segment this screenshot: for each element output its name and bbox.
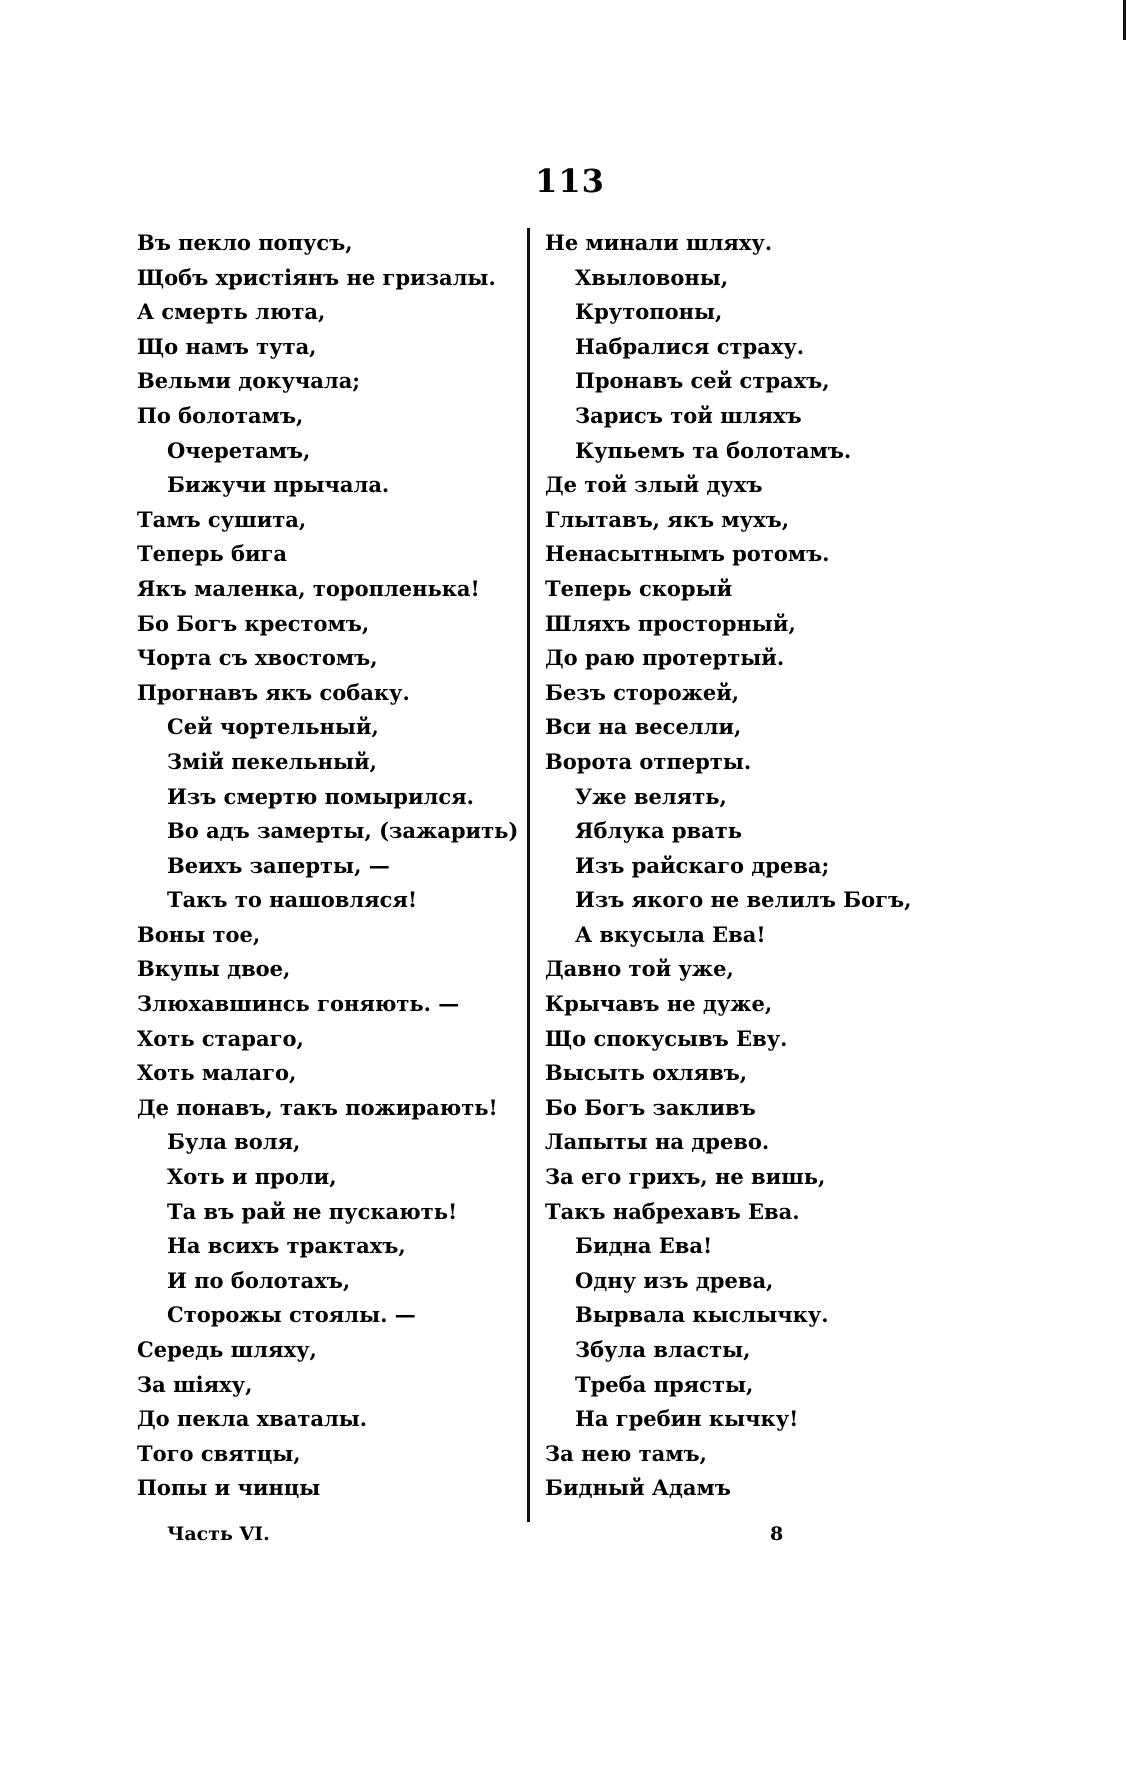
verse-line: Въ пекло попусъ, (137, 230, 353, 255)
verse-line: Ненасытнымъ ротомъ. (545, 541, 830, 567)
verse-line: Изъ смертю помырился. (167, 783, 474, 809)
verse-line: Изъ райскаго древа; (575, 852, 830, 878)
verse-line: Бижучи прычала. (167, 472, 390, 498)
verse-line: Одну изъ древа, (575, 1267, 774, 1293)
verse-line: Бидна Ева! (575, 1233, 713, 1259)
verse-line: Очеретамъ, (167, 437, 311, 463)
verse-line: Бидный Адамъ (545, 1475, 731, 1501)
verse-line: Що спокусывъ Еву. (545, 1025, 788, 1051)
verse-line: Купьемъ та болотамъ. (575, 437, 852, 463)
verse-line: За нею тамъ, (545, 1440, 707, 1466)
verse-line: До раю протертый. (545, 645, 785, 671)
verse-line: Вельми докучала; (137, 368, 361, 394)
verse-line: Вырвала кыслычку. (575, 1302, 829, 1328)
verse-line: Де той злый духъ (545, 472, 763, 498)
verse-line: Була воля, (167, 1129, 301, 1155)
verse-line: Якъ маленка, торопленька! (137, 575, 480, 601)
verse-line: Змій пекельный, (167, 748, 377, 774)
verse-line: По болотамъ, (137, 402, 304, 428)
verse-line: Та въ рай не пускають! (167, 1198, 458, 1224)
page-edge-rule (1123, 0, 1126, 40)
verse-line: Лапыты на древо. (545, 1129, 770, 1155)
verse-line: А смерть люта, (137, 299, 326, 325)
verse-line: Шляхъ просторный, (545, 610, 796, 636)
column-divider (527, 228, 530, 1522)
verse-line: Высыть охлявъ, (545, 1060, 748, 1086)
verse-line: Сторожы стоялы. — (167, 1302, 416, 1328)
verse-line: На всихъ трактахъ, (167, 1233, 406, 1259)
verse-line: И по болотахъ, (167, 1267, 351, 1293)
right-verse-column (545, 226, 935, 1506)
verse-line: Сей чортельный, (167, 714, 379, 740)
verse-line: Збула власты, (575, 1337, 751, 1362)
verse-line: Набралися страху. (575, 333, 805, 359)
verse-line: Щобъ христіянъ не гризалы. (137, 264, 496, 290)
verse-line: Хоть и проли, (167, 1164, 337, 1190)
verse-line: За шіяху, (137, 1371, 253, 1397)
verse-line: Крычавъ не дуже, (545, 991, 773, 1017)
verse-line: Яблука рвать (575, 818, 743, 844)
verse-line: Воны тое, (137, 921, 261, 947)
verse-line: Вкупы двое, (137, 956, 291, 982)
verse-line: Злюхавшинсь гоняють. — (137, 991, 460, 1017)
left-verse-column (137, 226, 517, 1506)
verse-line: Безъ сторожей, (545, 679, 740, 705)
verse-line: Уже велять, (575, 783, 727, 809)
verse-line: Чорта съ хвостомъ, (137, 645, 378, 671)
verse-line: Ворота отперты. (545, 748, 752, 774)
verse-line: Тамъ сушита, (137, 506, 307, 532)
verse-line: Бо Богъ крестомъ, (137, 610, 370, 636)
verse-line: Во адъ замерты, (зажарить) (167, 818, 519, 844)
verse-line: Де понавъ, такъ пожирають! (137, 1094, 498, 1120)
verse-line: Що намъ тута, (137, 333, 317, 359)
verse-line: Не минали шляху. (545, 230, 773, 255)
verse-line: Изъ якого не велилъ Богъ, (575, 887, 912, 913)
verse-line: Прогнавъ якъ собаку. (137, 679, 410, 705)
verse-line: На гребин кычку! (575, 1406, 799, 1432)
verse-line: Хоть стараго, (137, 1025, 304, 1051)
page-number: 113 (535, 162, 605, 200)
verse-line: Такъ то нашовляся! (167, 887, 418, 913)
verse-line: Теперь бига (137, 541, 288, 567)
signature-mark: 8 (770, 1523, 784, 1545)
verse-line: Давно той уже, (545, 956, 734, 982)
verse-line: Зарисъ той шляхъ (575, 402, 802, 428)
verse-line: Пронавъ сей страхъ, (575, 368, 830, 394)
verse-line: До пекла хваталы. (137, 1406, 368, 1432)
verse-line: Крутопоны, (575, 299, 723, 325)
verse-line: Хвыловоны, (575, 264, 729, 290)
verse-line: Вси на веселли, (545, 714, 742, 740)
verse-line: Теперь скорый (545, 575, 733, 601)
verse-line: Треба прясты, (575, 1371, 754, 1397)
verse-line: Глытавъ, якъ мухъ, (545, 506, 790, 532)
verse-line: Бо Богъ закливъ (545, 1094, 756, 1120)
verse-line: А вкусыла Ева! (575, 921, 766, 947)
part-label: Часть VI. (167, 1523, 270, 1545)
verse-line: Того святцы, (137, 1440, 301, 1466)
verse-line: Хоть малаго, (137, 1060, 297, 1086)
verse-line: Середь шляху, (137, 1337, 317, 1362)
verse-line: Попы и чинцы (137, 1475, 321, 1501)
verse-line: Веихъ заперты, — (167, 852, 390, 878)
verse-line: Такъ набрехавъ Ева. (545, 1198, 800, 1224)
verse-line: За его грихъ, не вишь, (545, 1164, 826, 1190)
